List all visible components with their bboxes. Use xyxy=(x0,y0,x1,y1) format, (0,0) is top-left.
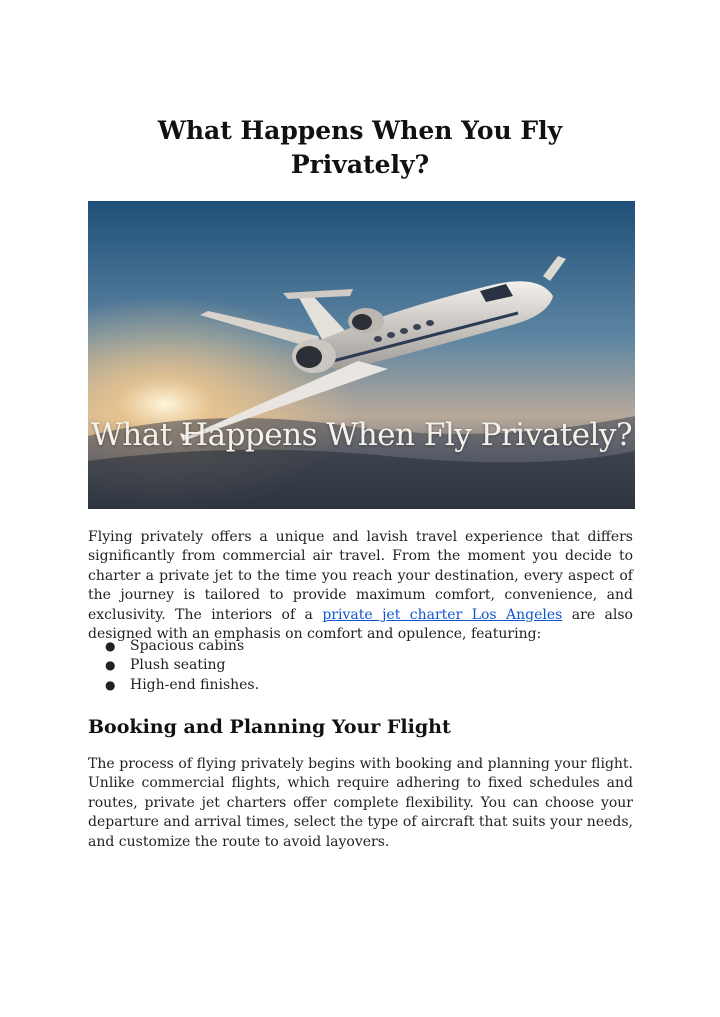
list-item-label: Plush seating xyxy=(130,657,226,674)
list-item xyxy=(105,676,259,695)
intro-text-after-link: are also designed with an emphasis on comfort and opulence, featuring: xyxy=(88,606,633,643)
private-jet-charter-link[interactable]: private jet charter Los Angeles xyxy=(322,606,563,623)
hero-image xyxy=(88,201,635,509)
bullet-icon: ● xyxy=(105,658,116,673)
bullet-icon: ● xyxy=(105,639,116,653)
section-body: The process of flying privately begins with booking and planning your flight. Unlike commercial flights, which require adhering to fixed schedules and routes, private jet charters offer complete flexibility. You can choose your departure and arrival times, select the type of aircraft that suits your needs, and customize the route to avoid layovers. xyxy=(88,756,633,850)
list-item xyxy=(105,656,259,675)
intro-text-before-link: Flying privately offers a unique and lavish travel experience that differs significantly from commercial air travel. From the moment you decide to charter a private jet to the time you reach your destination, every aspect of the journey is tailored to provide maximum comfort, convenience, and exclusivity. The interiors of a xyxy=(88,529,633,623)
page-title: What Happens When You Fly Privately? xyxy=(157,116,563,179)
intro-paragraph xyxy=(88,528,633,644)
list-item xyxy=(105,637,259,656)
private-jet-illustration xyxy=(88,201,635,509)
feature-list xyxy=(105,637,259,695)
list-item-label: High-end finishes. xyxy=(130,676,260,693)
bullet-icon: ● xyxy=(105,677,116,692)
hero-caption: What Happens When Fly Privately? xyxy=(90,417,633,453)
list-item-label: Spacious cabins xyxy=(130,638,245,654)
section-heading: Booking and Planning Your Flight xyxy=(88,716,451,738)
